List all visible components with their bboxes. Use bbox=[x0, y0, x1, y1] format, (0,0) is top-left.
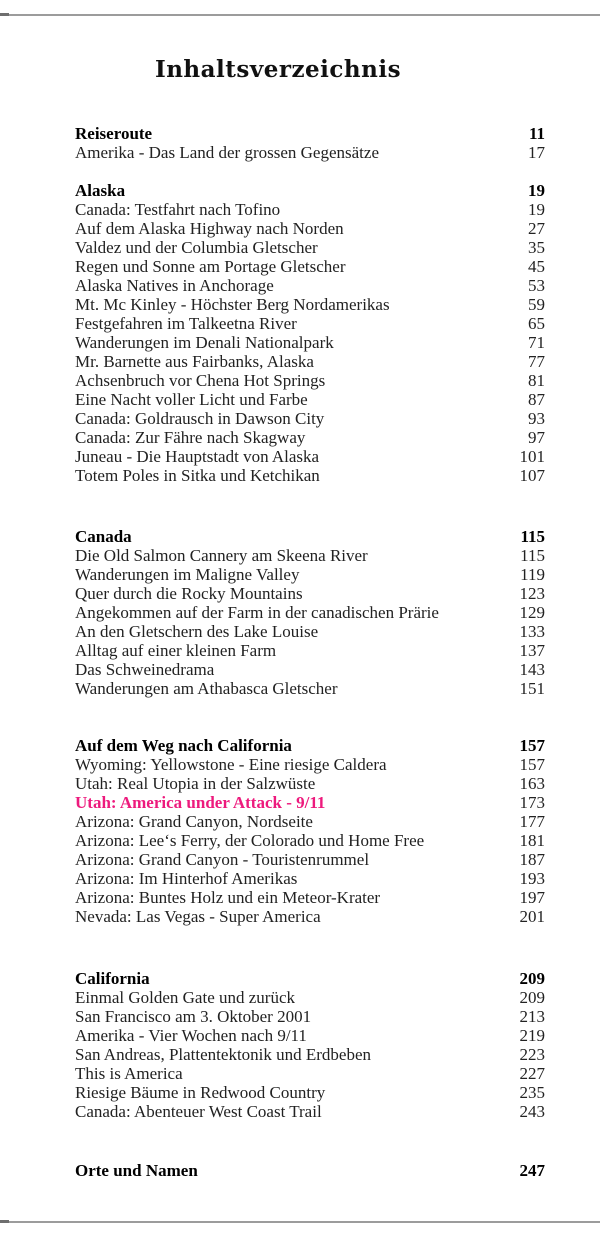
entry-page-number: 213 bbox=[519, 1007, 545, 1026]
entry-label: Mt. Mc Kinley - Höchster Berg Nordamerikas bbox=[75, 295, 390, 314]
toc-entry-row bbox=[75, 333, 545, 352]
section-page-number: 157 bbox=[519, 736, 545, 755]
toc-entry-row bbox=[75, 390, 545, 409]
section-page-number: 247 bbox=[519, 1161, 545, 1180]
entry-page-number: 187 bbox=[519, 850, 545, 869]
entry-page-number: 93 bbox=[528, 409, 545, 428]
toc-section bbox=[75, 124, 545, 162]
entry-label: Auf dem Alaska Highway nach Norden bbox=[75, 219, 344, 238]
entry-page-number: 115 bbox=[520, 546, 545, 565]
section-header-row bbox=[75, 736, 545, 755]
entry-page-number: 143 bbox=[519, 660, 545, 679]
entry-page-number: 19 bbox=[528, 200, 545, 219]
entry-page-number: 45 bbox=[528, 257, 545, 276]
entry-label: Canada: Testfahrt nach Tofino bbox=[75, 200, 281, 219]
entry-label: San Andreas, Plattentektonik und Erdbeben bbox=[75, 1045, 372, 1064]
section-page-number: 115 bbox=[520, 527, 545, 546]
entry-label: Alaska Natives in Anchorage bbox=[75, 276, 274, 295]
toc-entry-row bbox=[75, 143, 545, 162]
toc-entry-row bbox=[75, 869, 545, 888]
section-header-row bbox=[75, 181, 545, 200]
entry-label: Amerika - Vier Wochen nach 9/11 bbox=[75, 1026, 307, 1045]
toc-entry-row bbox=[75, 774, 545, 793]
entry-page-number: 201 bbox=[519, 907, 545, 926]
entry-page-number: 137 bbox=[519, 641, 545, 660]
toc-entry-row bbox=[75, 1007, 545, 1026]
toc-entry-row bbox=[75, 1083, 545, 1102]
toc-entry-row bbox=[75, 988, 545, 1007]
entry-label: Arizona: Buntes Holz und ein Meteor-Krater bbox=[75, 888, 381, 907]
section-title: Alaska bbox=[75, 181, 126, 200]
entry-page-number: 17 bbox=[528, 143, 545, 162]
entry-page-number: 77 bbox=[528, 352, 545, 371]
section-page-number: 19 bbox=[528, 181, 545, 200]
entry-label: Festgefahren im Talkeetna River bbox=[75, 314, 297, 333]
section-title: Reiseroute bbox=[75, 124, 153, 143]
toc-entry-row bbox=[75, 276, 545, 295]
toc-section bbox=[75, 969, 545, 1121]
entry-page-number: 209 bbox=[519, 988, 545, 1007]
toc-section bbox=[75, 1161, 545, 1180]
toc-entry-row bbox=[75, 679, 545, 698]
toc-entry-row bbox=[75, 584, 545, 603]
entry-page-number: 193 bbox=[519, 869, 545, 888]
entry-page-number: 59 bbox=[528, 295, 545, 314]
toc-entry-row bbox=[75, 546, 545, 565]
entry-label: Quer durch die Rocky Mountains bbox=[75, 584, 303, 603]
section-title: Canada bbox=[75, 527, 132, 546]
entry-page-number: 27 bbox=[528, 219, 545, 238]
entry-label: Utah: Real Utopia in der Salzwüste bbox=[75, 774, 316, 793]
entry-page-number: 157 bbox=[519, 755, 545, 774]
section-title: California bbox=[75, 969, 150, 988]
entry-label: Utah: America under Attack - 9/11 bbox=[75, 793, 326, 812]
toc-entry-row bbox=[75, 447, 545, 466]
toc-section bbox=[75, 181, 545, 485]
entry-page-number: 101 bbox=[519, 447, 545, 466]
toc-entry-row bbox=[75, 371, 545, 390]
toc-entry-row bbox=[75, 1026, 545, 1045]
entry-page-number: 177 bbox=[519, 812, 545, 831]
entry-label: Canada: Goldrausch in Dawson City bbox=[75, 409, 325, 428]
entry-label: Arizona: Grand Canyon, Nordseite bbox=[75, 812, 313, 831]
toc-entry-row bbox=[75, 641, 545, 660]
entry-page-number: 65 bbox=[528, 314, 545, 333]
entry-page-number: 151 bbox=[519, 679, 545, 698]
entry-page-number: 227 bbox=[519, 1064, 545, 1083]
entry-label: Die Old Salmon Cannery am Skeena River bbox=[75, 546, 368, 565]
entry-label: Wanderungen im Denali Nationalpark bbox=[75, 333, 334, 352]
entry-label: Valdez und der Columbia Gletscher bbox=[75, 238, 318, 257]
section-header-row bbox=[75, 1161, 545, 1180]
toc-entry-row bbox=[75, 238, 545, 257]
entry-page-number: 181 bbox=[519, 831, 545, 850]
toc-entry-row bbox=[75, 565, 545, 584]
toc-entry-row bbox=[75, 257, 545, 276]
toc-entry-row bbox=[75, 812, 545, 831]
top-rule bbox=[0, 14, 600, 16]
toc-entry-row bbox=[75, 755, 545, 774]
toc-entry-row bbox=[75, 295, 545, 314]
toc-entry-row bbox=[75, 660, 545, 679]
toc-entry-row bbox=[75, 793, 545, 812]
entry-page-number: 71 bbox=[528, 333, 545, 352]
section-page-number: 11 bbox=[528, 124, 545, 143]
entry-label: Totem Poles in Sitka und Ketchikan bbox=[75, 466, 320, 485]
entry-page-number: 173 bbox=[519, 793, 545, 812]
toc-entry-row bbox=[75, 907, 545, 926]
entry-page-number: 223 bbox=[519, 1045, 545, 1064]
entry-label: Einmal Golden Gate und zurück bbox=[75, 988, 295, 1007]
entry-label: Regen und Sonne am Portage Gletscher bbox=[75, 257, 346, 276]
entry-page-number: 53 bbox=[528, 276, 545, 295]
entry-label: Arizona: Lee‘s Ferry, der Colorado und Home Free bbox=[75, 831, 425, 850]
entry-label: Juneau - Die Hauptstadt von Alaska bbox=[75, 447, 320, 466]
toc-section bbox=[75, 736, 545, 926]
toc-entry-row bbox=[75, 200, 545, 219]
toc-entry-row bbox=[75, 466, 545, 485]
entry-page-number: 163 bbox=[519, 774, 545, 793]
entry-label: Angekommen auf der Farm in der canadischen Prärie bbox=[75, 603, 439, 622]
toc-entry-row bbox=[75, 831, 545, 850]
entry-page-number: 35 bbox=[528, 238, 545, 257]
section-page-number: 209 bbox=[519, 969, 545, 988]
entry-label: Riesige Bäume in Redwood Country bbox=[75, 1083, 326, 1102]
toc-entry-row bbox=[75, 1045, 545, 1064]
entry-label: Arizona: Im Hinterhof Amerikas bbox=[75, 869, 298, 888]
section-title: Orte und Namen bbox=[75, 1161, 198, 1180]
toc-entry-row bbox=[75, 1064, 545, 1083]
entry-label: Das Schweinedrama bbox=[75, 660, 215, 679]
entry-label: Wanderungen am Athabasca Gletscher bbox=[75, 679, 338, 698]
section-header-row bbox=[75, 969, 545, 988]
entry-label: Canada: Zur Fähre nach Skagway bbox=[75, 428, 306, 447]
toc-entry-row bbox=[75, 850, 545, 869]
entry-label: Amerika - Das Land der grossen Gegensätze bbox=[75, 143, 379, 162]
toc-entry-row bbox=[75, 622, 545, 641]
section-header-row bbox=[75, 124, 545, 143]
top-rule-left-tip bbox=[0, 13, 9, 16]
entry-label: San Francisco am 3. Oktober 2001 bbox=[75, 1007, 312, 1026]
entry-page-number: 197 bbox=[519, 888, 545, 907]
entry-label: Eine Nacht voller Licht und Farbe bbox=[75, 390, 308, 409]
toc-entry-row bbox=[75, 352, 545, 371]
entry-label: Mr. Barnette aus Fairbanks, Alaska bbox=[75, 352, 314, 371]
entry-label: Nevada: Las Vegas - Super America bbox=[75, 907, 321, 926]
toc-entry-row bbox=[75, 314, 545, 333]
toc-entry-row bbox=[75, 888, 545, 907]
entry-page-number: 129 bbox=[519, 603, 545, 622]
entry-page-number: 81 bbox=[528, 371, 545, 390]
section-header-row bbox=[75, 527, 545, 546]
toc-entry-row bbox=[75, 1102, 545, 1121]
toc-sections bbox=[75, 124, 545, 1180]
toc-entry-row bbox=[75, 219, 545, 238]
entry-label: Achsenbruch vor Chena Hot Springs bbox=[75, 371, 326, 390]
page-title: Inhaltsverzeichnis bbox=[154, 56, 402, 83]
entry-page-number: 243 bbox=[519, 1102, 545, 1121]
section-title: Auf dem Weg nach California bbox=[75, 736, 292, 755]
entry-page-number: 119 bbox=[520, 565, 545, 584]
entry-label: This is America bbox=[75, 1064, 183, 1083]
entry-page-number: 107 bbox=[519, 466, 545, 485]
entry-label: Arizona: Grand Canyon - Touristenrummel bbox=[75, 850, 370, 869]
toc-entry-row bbox=[75, 409, 545, 428]
entry-label: Canada: Abenteuer West Coast Trail bbox=[75, 1102, 322, 1121]
bottom-rule-left-tip bbox=[0, 1220, 9, 1223]
entry-label: An den Gletschern des Lake Louise bbox=[75, 622, 319, 641]
entry-page-number: 87 bbox=[528, 390, 545, 409]
toc-entry-row bbox=[75, 603, 545, 622]
entry-label: Wyoming: Yellowstone - Eine riesige Caldera bbox=[75, 755, 387, 774]
entry-page-number: 123 bbox=[519, 584, 545, 603]
entry-page-number: 97 bbox=[528, 428, 545, 447]
entry-label: Alltag auf einer kleinen Farm bbox=[75, 641, 277, 660]
table-of-contents bbox=[75, 56, 545, 1180]
entry-page-number: 133 bbox=[519, 622, 545, 641]
entry-page-number: 219 bbox=[519, 1026, 545, 1045]
toc-entry-row bbox=[75, 428, 545, 447]
entry-label: Wanderungen im Maligne Valley bbox=[75, 565, 300, 584]
entry-page-number: 235 bbox=[519, 1083, 545, 1102]
toc-section bbox=[75, 527, 545, 698]
bottom-rule bbox=[0, 1221, 600, 1223]
